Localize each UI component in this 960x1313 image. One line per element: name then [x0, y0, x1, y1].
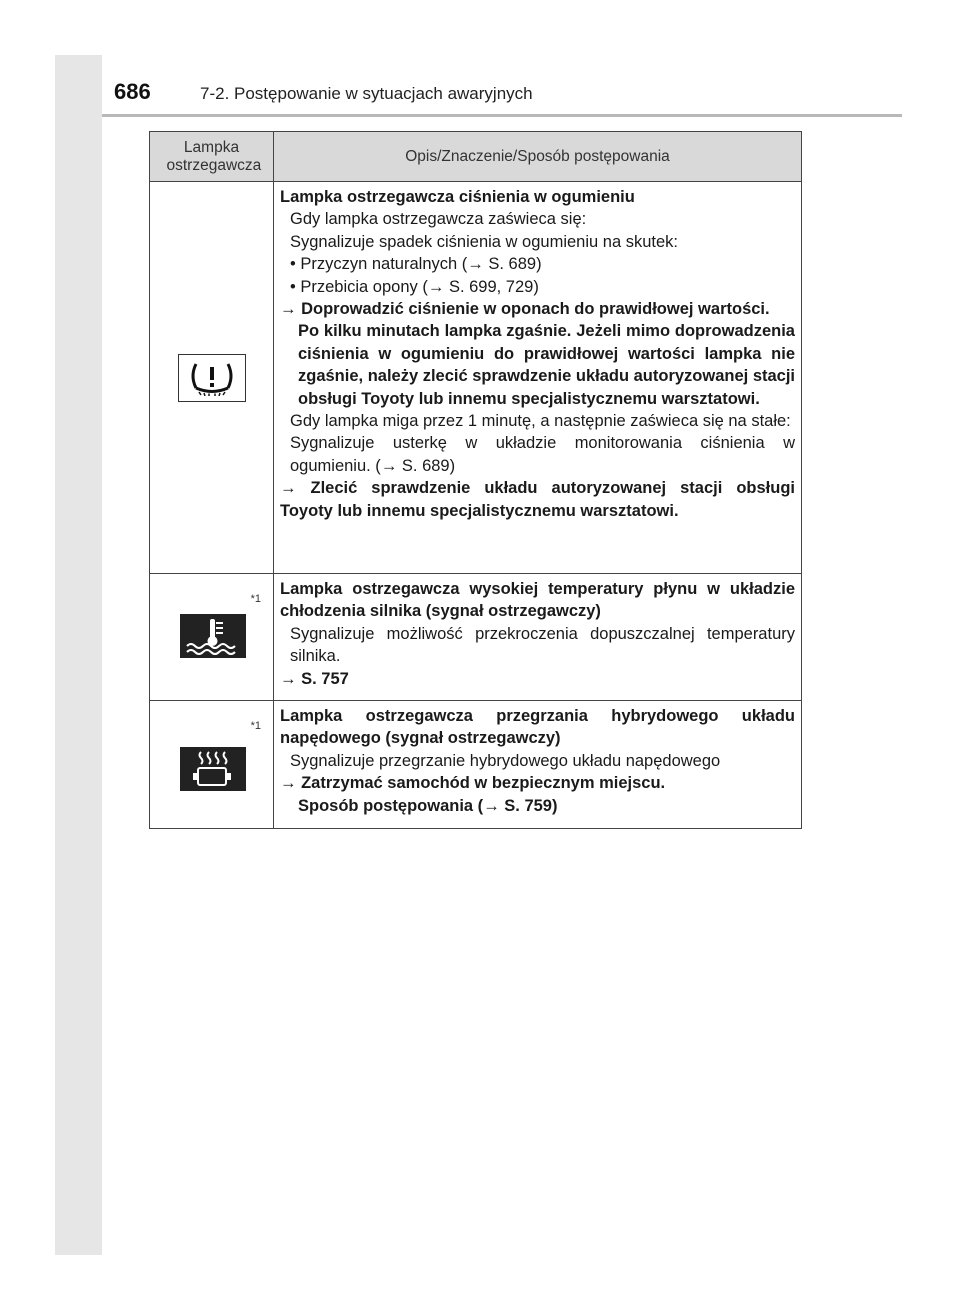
table-row [150, 701, 802, 829]
icon-cell [150, 182, 274, 574]
icon-cell [150, 574, 274, 701]
description-cell: Lampka ostrzegawcza ciśnienia w ogumieniu Gdy lampka ostrzegawcza zaświeca się: Sygnalizuje spadek ciśnienia w ogumieniu na skutek: • Przyczyn naturalnych (→ S. 689) • Przebicia opony (→ S. 699, 729) → Doprowadzić ciśnienie w oponach do prawidłowej wartości. Po kilku minutach lampka zgaśnie. Jeżeli mimo doprowadzenia ciśnienia w ogumieniu do prawidłowej wartości lampka nie zgaśnie, należy zlecić sprawdzenie układu autoryzowanej stacji obsługi Toyoty lub innemu specjalistycznemu warsztatowi. Gdy lampka miga przez 1 minutę, a następnie zaświeca się na stałe: Sygnalizuje usterkę w układzie monitorowania ciśnienia w ogumieniu. (→ S. 689) → Zlecić sprawdzenie układu autoryzowanej stacji obsługi Toyoty lub innemu specjalistycznemu warsztatowi. [274, 182, 802, 574]
action-text: → Zlecić sprawdzenie układu autoryzowanej stacji obsługi Toyoty lub innemu specjalistycznemu warsztatowi. [280, 479, 795, 520]
description-cell: Lampka ostrzegawcza wysokiej temperatury płynu w układzie chłodzenia silnika (sygnał ostrzegawczy) Sygnalizuje możliwość przekroczenia dopuszczalnej temperatury silnika. → S. 757 [274, 574, 802, 701]
table-row [150, 574, 802, 701]
tire-pressure-warning-icon [178, 354, 246, 402]
column-header-warning-light: Lampka ostrzegawcza [150, 132, 274, 182]
action-text: → Doprowadzić ciśnienie w oponach do prawidłowej wartości. Po kilku minutach lampka zgaśnie. Jeżeli mimo doprowadzenia ciśnienia w ogumieniu do prawidłowej wartości lampka nie zgaśnie, należy zlecić sprawdzenie układu autoryzowanej stacji obsługi Toyoty lub innemu specjalistycznemu warsztatowi. [280, 300, 796, 408]
section-title: 7-2. Postępowanie w sytuacjach awaryjnych [200, 84, 533, 103]
warning-title: Lampka ostrzegawcza przegrzania hybrydowego układu napędowego (sygnał ostrzegawczy) [280, 707, 795, 748]
warning-title: Lampka ostrzegawcza wysokiej temperatury płynu w układzie chłodzenia silnika (sygnał ostrzegawczy) [280, 580, 795, 621]
hybrid-system-overheat-icon [180, 747, 246, 791]
warning-title: Lampka ostrzegawcza ciśnienia w ogumieniu [280, 188, 635, 206]
side-band [55, 55, 102, 1255]
coolant-temperature-icon [180, 614, 246, 658]
warning-lights-table [149, 131, 802, 829]
description-cell: Lampka ostrzegawcza przegrzania hybrydowego układu napędowego (sygnał ostrzegawczy) Sygnalizuje przegrzanie hybrydowego układu napędowego → Zatrzymać samochód w bezpiecznym miejscu. Sposób postępowania (→ S. 759) [274, 701, 802, 829]
footnote-marker: *1 [250, 720, 261, 733]
table-row [150, 182, 802, 574]
action-text: → Zatrzymać samochód w bezpiecznym miejscu. Sposób postępowania (→ S. 759) [280, 774, 666, 815]
column-header-description: Opis/Znaczenie/Sposób postępowania [274, 132, 802, 182]
table-header-row [150, 132, 802, 182]
header-rule [102, 114, 902, 117]
action-text: → S. 757 [280, 669, 349, 688]
page-number: 686 [114, 79, 151, 104]
icon-cell [150, 701, 274, 829]
footnote-marker: *1 [250, 593, 261, 605]
